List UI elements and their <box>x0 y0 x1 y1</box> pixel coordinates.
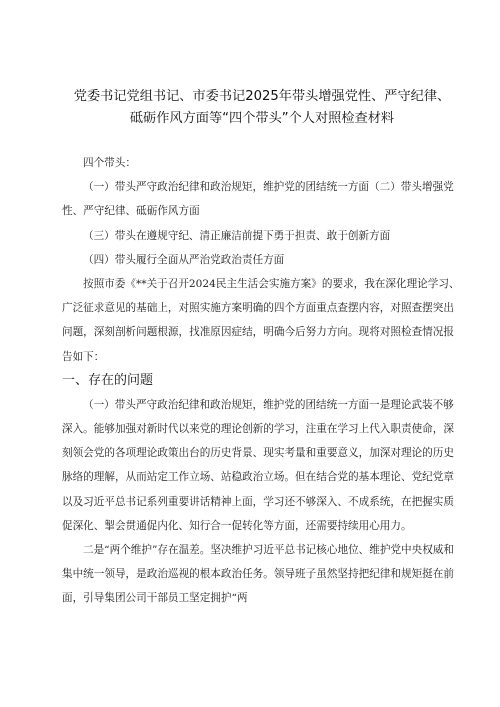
title-line-2: 砥砺作风方面等“四个带头”个人对照检查材料 <box>129 111 395 126</box>
document-body <box>62 151 462 611</box>
list-item-1: （一）带头严守政治纪律和政治规矩，维护党的团结统一方面（二）带头增强党性、严守纪律、砥砺作风方面 <box>62 181 454 218</box>
document-title <box>62 86 462 130</box>
section-paragraph-2: 二是“两个维护”存在温差。坚决维护习近平总书记核心地位、维护党中央权威和集中统一领导，是政治巡视的根本政治任务。领导班子虽然坚持把纪律和规矩挺在前面，引导集团公司干部员工坚定拥护“两 <box>62 544 455 605</box>
list-item-2: （三）带头在遵规守纪、清正廉洁前提下勇于担责、敢于创新方面 <box>83 229 391 242</box>
list-item-3: （四）带头履行全面从严治党政治责任方面 <box>83 253 285 266</box>
section-heading: 一、存在的问题 <box>62 372 154 388</box>
title-line-1: 党委书记党组书记、市委书记2025年带头增强党性、严守纪律、 <box>73 89 451 104</box>
section-paragraph-1: （一）带头严守政治纪律和政治规矩，维护党的团结统一方面一是理论武装不够深入。能够加强对新时代以来党的理论创新的学习，注重在学习上代入职责使命，深刻领会党的各项理论政策出台的历史背景、现实考量和重要意义，加深对理论的历史脉络的理解，从而站定工作立场、站稳政治立场。但在结合党的基本理论、党纪党章以及习近平总书记系列重要讲话精神上面，学习还不够深入、不成系统，在把握实质促深化、掣会贯通促内化、知行合一促转化等方面，还需要持续用心用力。 <box>62 398 454 532</box>
intro-paragraph: 按照市委《**关于召开2024民主生活会实施方案》的要求，我在深化理论学习、广泛征求意见的基础上，对照实施方案明确的四个方面重点查摆内容，对照查摆突出问题，深刻剖析问题根源，找准原因症结，明确今后努力方向。现将对照检查情况报告如下： <box>62 278 460 363</box>
intro-label: 四个带头： <box>83 157 136 169</box>
